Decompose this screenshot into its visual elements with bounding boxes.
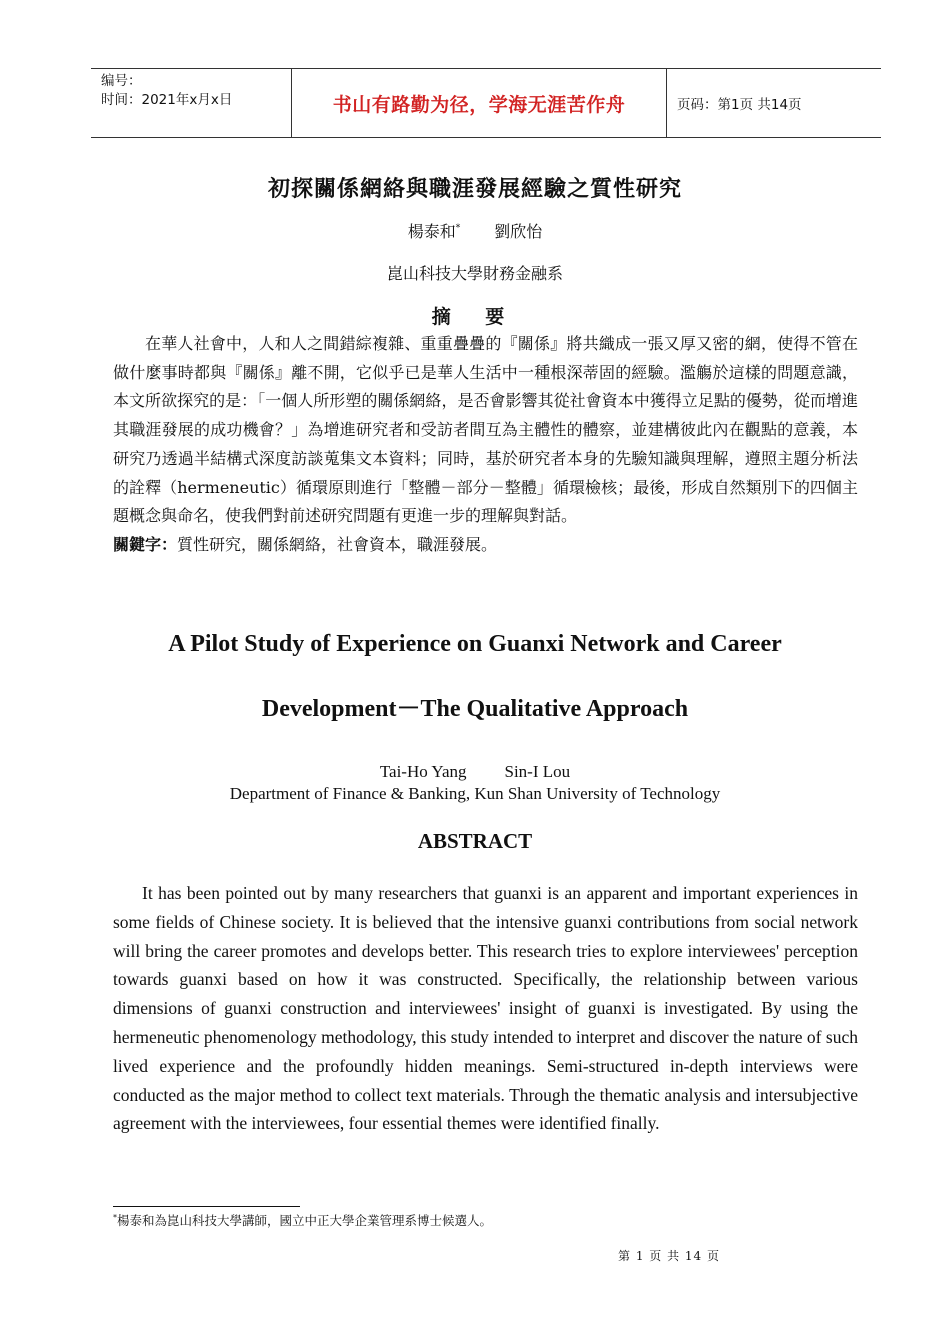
author1-zh: 楊泰和 [407, 222, 456, 241]
abstract-heading-zh: 摘 要 [431, 306, 519, 328]
footnote-mark: * [113, 1212, 117, 1222]
title-en-line2: Development－The Qualitative Approach [261, 696, 689, 722]
header-meta-cell [91, 69, 292, 137]
author2-zh: 劉欣怡 [494, 222, 543, 241]
title-en-line1: A Pilot Study of Experience on Guanxi Network and Career [168, 631, 782, 657]
authors-en [0, 762, 950, 782]
author2-en: Sin-I Lou [504, 762, 571, 781]
author1-footnote-mark: * [455, 223, 461, 234]
keywords-zh [113, 531, 858, 560]
department-zh: 崑山科技大學財務金融系 [386, 264, 563, 283]
number-label: 编号： [101, 73, 142, 89]
author1-en: Tai-Ho Yang [379, 762, 467, 781]
footnote-text: 楊泰和為崑山科技大學講師，國立中正大學企業管理系博士候選人。 [117, 1213, 493, 1228]
header-page-label: 页码：第1页 共14页 [677, 97, 802, 113]
department-en: Department of Finance & Banking, Kun Shan University of Technology [229, 784, 721, 803]
header-table [91, 68, 881, 138]
keywords-text: 質性研究，關係網絡，社會資本，職涯發展。 [177, 534, 498, 554]
keywords-label: 關鍵字： [113, 534, 178, 554]
authors-zh [0, 219, 950, 242]
header-motto: 书山有路勤为径，学海无涯苦作舟 [292, 69, 667, 137]
footnote [113, 1211, 492, 1229]
abstract-zh-section [113, 330, 858, 560]
time-label: 时间：2021年x月x日 [101, 92, 233, 108]
abstract-heading-en: ABSTRACT [417, 829, 533, 853]
abstract-en: It has been pointed out by many researchers that guanxi is an apparent and important experiences in some fields of Chinese society. It is believed that the intensive guanxi contributions from social network will bring the career promotes and develops better. This research tries to explore interviewees' perception towards guanxi based on how it was constructed. Specifically, the relationship between various dimensions of guanxi construction and interviewees' insight of guanxi is investigated. By using the hermeneutic phenomenology methodology, this study intended to interpret and discover the nature of such lived experience and the profoundly hidden meanings. Semi-structured in-depth interviews were conducted as the major method to collect text materials. Through the thematic analysis and intersubjective agreement with the interviewees, four essential themes were identified finally. [113, 883, 858, 1134]
page-footer: 第 1 页 共 14 页 [618, 1249, 720, 1263]
footnote-divider [113, 1206, 300, 1207]
title-zh: 初探關係網絡與職涯發展經驗之質性研究 [267, 176, 682, 202]
abstract-zh: 在華人社會中，人和人之間錯綜複雜、重重疊疊的『關係』將共織成一張又厚又密的網，使得不管在做什麼事時都與『關係』離不開，它似乎已是華人生活中一種根深蒂固的經驗。濫觴於這樣的問題意識，本文所欲探究的是：「一個人所形塑的關係網絡，是否會影響其從社會資本中獲得立足點的優勢，從而增進其職涯發展的成功機會？」為增進研究者和受訪者間互為主體性的體察，並建構彼此內在觀點的意義，本研究乃透過半結構式深度訪談蒐集文本資料；同時，基於研究者本身的先驗知識與理解，遵照主題分析法的詮釋（hermeneutic）循環原則進行「整體－部分－整體」循環檢核；最後，形成自然類別下的四個主題概念與命名，使我們對前述研究問題有更進一步的理解與對話。 [113, 334, 858, 526]
